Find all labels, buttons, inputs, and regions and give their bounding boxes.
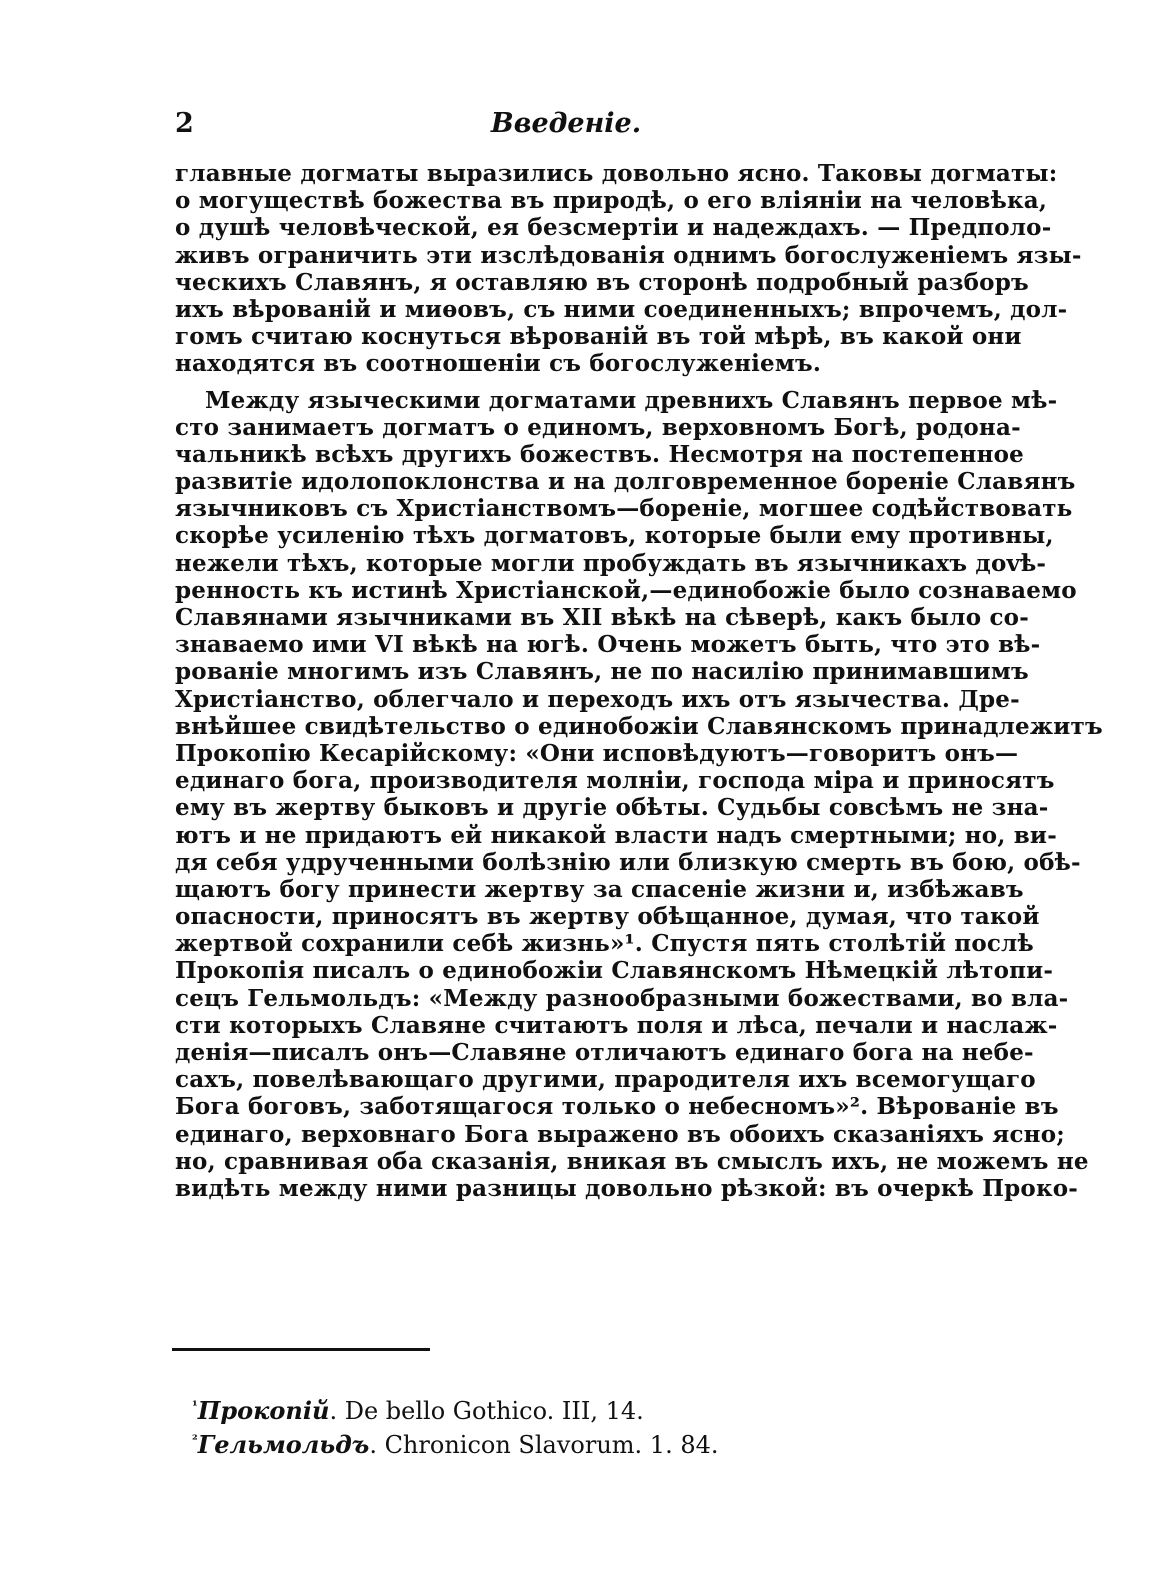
text-line: ютъ и не придаютъ ей никакой власти надъ смертными; но, ви- xyxy=(175,821,1057,849)
footnote xyxy=(192,1390,892,1424)
text-line: щаютъ богу принести жертву за спасеніе жизни и, избѣжавъ xyxy=(175,875,1024,903)
text-line: единаго бога, производителя молніи, господа міра и приносятъ xyxy=(175,767,1055,795)
text-line: жертвой сохранили себѣ жизнь»¹. Спустя пять столѣтій послѣ xyxy=(175,930,1034,958)
text-line: нежели тѣхъ, которые могли пробуждать въ язычникахъ дovѣ- xyxy=(175,549,1047,577)
paragraph-gap xyxy=(175,378,957,387)
text-line: но, сравнивая оба сказанія, вникая въ смыслъ ихъ, не можемъ не xyxy=(175,1147,1089,1175)
running-title: Введеніе. xyxy=(490,108,642,139)
text-line: сахъ, повелѣвающаго другими, прародителя ихъ всемогущаго xyxy=(175,1066,1036,1094)
text-line: Бога боговъ, заботящагося только о небесномъ»². Вѣрованіе въ xyxy=(175,1093,1059,1121)
text-line: сто занимаетъ догматъ о единомъ, верховномъ Богѣ, родона- xyxy=(175,413,1021,441)
text-line: скорѣе усиленію тѣхъ догматовъ, которые были ему противны, xyxy=(175,522,1054,550)
body-text xyxy=(175,160,1103,1202)
text-line: ихъ вѣрованій и миѳовъ, съ ними соединенныхъ; впрочемъ, дол- xyxy=(175,295,1068,323)
page-number: 2 xyxy=(175,108,194,139)
text-line: опасности, приносятъ въ жертву обѣщанное, думая, что такой xyxy=(175,903,1040,931)
footnote xyxy=(192,1424,892,1458)
text-line: ему въ жертву быковъ и другіе обѣты. Судьбы совсѣмъ не зна- xyxy=(175,794,1049,822)
footnote-text: . De bello Gothico. III, 14. xyxy=(329,1397,644,1425)
text-line: Христіанство, облегчало и переходъ ихъ отъ язычества. Дре- xyxy=(175,685,1020,713)
paragraph xyxy=(175,160,1082,378)
text-line: язычниковъ съ Христіанствомъ—бореніе, могшее содѣйствовать xyxy=(175,495,1073,523)
text-line: ренность къ истинѣ Христіанской,—единобожіе было сознаваемо xyxy=(175,576,1077,604)
text-line: сти которыхъ Славяне считаютъ поля и лѣса, печали и наслаж- xyxy=(175,1011,1058,1039)
paragraph xyxy=(175,386,1103,1203)
text-line: главные догматы выразились довольно ясно. Таковы догматы: xyxy=(175,160,1058,187)
text-line: Прокопія писалъ о единобожіи Славянскомъ Нѣмецкій лѣтопи- xyxy=(175,957,1054,985)
text-line: чальникѣ всѣхъ другихъ божествъ. Несмотря на постепенное xyxy=(175,440,1024,468)
footnote-mark: ¹ xyxy=(192,1399,198,1414)
text-line: ческихъ Славянъ, я оставляю въ сторонѣ подробный разборъ xyxy=(175,268,1029,296)
text-line: о душѣ человѣческой, ея безсмертіи и надеждахъ. — Предполо- xyxy=(175,214,1052,242)
text-line: рованіе многимъ изъ Славянъ, не по насилію принимавшимъ xyxy=(175,658,1029,686)
text-line: видѣть между ними разницы довольно рѣзкой: въ очеркѣ Проко- xyxy=(175,1174,1079,1202)
footnotes xyxy=(192,1390,892,1458)
text-line: живъ ограничить эти изслѣдованія однимъ богослуженіемъ язы- xyxy=(175,241,1082,269)
text-line: сецъ Гельмольдъ: «Между разнообразными божествами, во вла- xyxy=(175,984,1069,1012)
text-line: единаго, верховнаго Бога выражено въ обоихъ сказаніяхъ ясно; xyxy=(175,1120,1065,1148)
text-line: Славянами язычниками въ XII вѣкѣ на сѣверѣ, какъ было со- xyxy=(175,604,1029,631)
text-line: денія—писалъ онъ—Славяне отличаютъ единаго бога на небе- xyxy=(175,1039,1034,1066)
text-line: развитіе идолопоклонства и на долговременное бореніе Славянъ xyxy=(175,468,1076,496)
text-line: дя себя удрученными болѣзнію или близкую смерть въ бою, обѣ- xyxy=(175,848,1081,876)
text-line: Прокопію Кесарійскому: «Они исповѣдуютъ—говоритъ онъ— xyxy=(175,739,1019,767)
text-line: знаваемо ими VI вѣкѣ на югѣ. Очень можетъ быть, что это вѣ- xyxy=(175,631,1041,659)
text-line: внѣйшее свидѣтельство о единобожіи Славянскомъ принадлежитъ xyxy=(175,712,1103,740)
footnote-rule xyxy=(172,1348,430,1351)
text-line: о могуществѣ божества въ природѣ, о его вліяніи на человѣка, xyxy=(175,187,1048,215)
text-line: Между языческими догматами древнихъ Славянъ первое мѣ- xyxy=(205,386,1058,414)
text-line: гомъ считаю коснуться вѣрованій въ той мѣрѣ, въ какой они xyxy=(175,323,1022,351)
footnote-text: . Chronicon Slavorum. 1. 84. xyxy=(369,1431,719,1459)
footnote-author: Гельмольдъ xyxy=(197,1430,370,1459)
footnote-mark: ² xyxy=(192,1433,198,1448)
text-line: находятся въ соотношеніи съ богослуженіемъ. xyxy=(175,350,822,378)
page-header xyxy=(175,108,957,148)
footnote-author: Прокопій xyxy=(197,1396,330,1425)
